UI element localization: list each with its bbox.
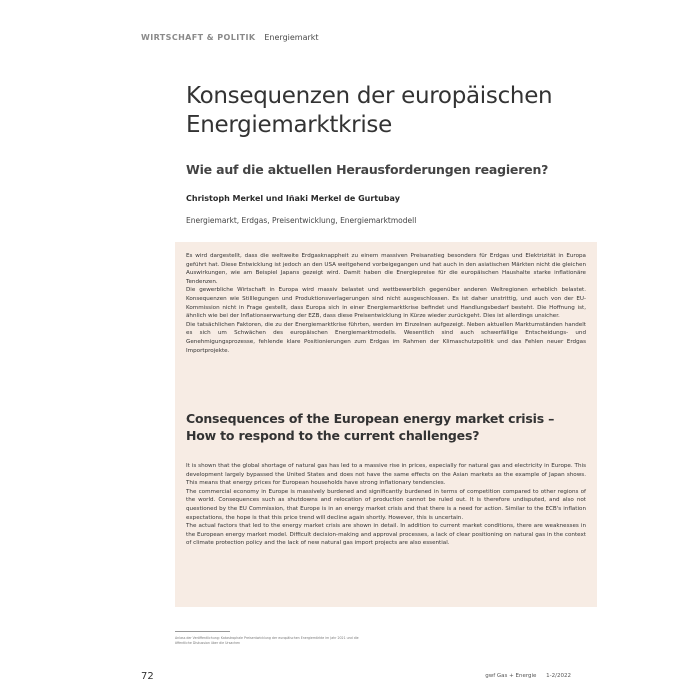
- article-title: [186, 82, 606, 140]
- abstract-english: [186, 462, 586, 548]
- running-header: [141, 33, 319, 42]
- title-line-2: Energiemarktkrise: [186, 112, 392, 138]
- english-title: [186, 410, 586, 444]
- article-authors: Christoph Merkel und Iñaki Merkel de Gurtubay: [186, 194, 400, 203]
- topic-label: Energiemarkt: [264, 33, 319, 42]
- abstract-en-paragraph-2: The commercial economy in Europe is massively burdened and significantly burdened in terms of competition compared to other regions of the world. Consequences such as shutdowns and relocation of production cannot be ruled out. It is therefore undisputed, and also not questioned by the EU Commission, that Europe is in an energy market crisis and that there is a need for action. Similar to the ECB's inflation expectations, the hope is that this price trend will decline again shortly. However, this is uncertain.: [186, 488, 586, 521]
- abstract-de-paragraph-1: Es wird dargestellt, dass die weltweite Erdgasknappheit zu einem massiven Preisanstieg besonders für Erdgas und Elektrizität in Europa geführt hat. Diese Entwicklung ist jedoch an den USA weitgehend vorbeigegangen und hat auch in den asiatischen Märkten nicht die gleichen Auswirkungen, wie am Beispiel Japans gezeigt wird. Damit haben die Energiepreise für die europäischen Haushalte starke inflationäre Tendenzen.: [186, 253, 586, 285]
- journal-issue: 1-2/2022: [546, 673, 571, 679]
- english-title-line-1: Consequences of the European energy market crisis –: [186, 411, 555, 426]
- journal-footer: [485, 673, 571, 679]
- english-title-line-2: How to respond to the current challenges?: [186, 428, 480, 443]
- abstract-en-paragraph-3: The actual factors that led to the energy market crisis are shown in detail. In addition to current market conditions, there are weaknesses in the European energy market model. Difficult decision-making and approval processes, a lack of clear positioning on natural gas in the context of climate protection policy and the lack of new natural gas import projects are also essential.: [186, 523, 586, 547]
- footnote-line-2: öffentliche Diskussion über die Ursachen: [175, 641, 241, 645]
- journal-name: gwf Gas + Energie: [485, 673, 537, 679]
- article-keywords: Energiemarkt, Erdgas, Preisentwicklung, Energiemarktmodell: [186, 216, 417, 225]
- footnote: [175, 636, 395, 646]
- abstract-de-paragraph-3: Die tatsächlichen Faktoren, die zu der Energiemarktkrise führten, werden im Einzelnen aufgezeigt. Neben aktuellen Marktumständen handelt es sich um Schwächen des europäischen Energiemarktmodells. Wesentlich sind auch schwerfällige Entscheidungs- und Genehmigungsprozesse, fehlende klare Positionierungen zum Erdgas im Rahmen der Klimaschutzpolitik und das Fehlen neuer Erdgas Importprojekte.: [186, 321, 586, 354]
- abstract-german: [186, 252, 586, 355]
- abstract-de-paragraph-2: Die gewerbliche Wirtschaft in Europa wird massiv belastet und wettbewerblich gegenüber anderen Weltregionen erheblich belastet. Konsequenzen wie Stilllegungen und Produktionsverlagerungen sind nicht ausgeschlossen. Es ist daher unstrittig, und auch von der EU-Kommission nicht in Frage gestellt, dass Europa sich in einer Energiemarktkrise befindet und Handlungsbedarf besteht. Die Hoffnung ist, ähnlich wie bei der Inflationserwartung der EZB, dass diese Preisentwicklung in Kürze wieder zurückgeht. Dies ist allerdings unsicher.: [186, 287, 586, 320]
- article-subtitle: Wie auf die aktuellen Herausforderungen reagieren?: [186, 162, 549, 177]
- title-line-1: Konsequenzen der europäischen: [186, 83, 553, 109]
- abstract-en-paragraph-1: It is shown that the global shortage of natural gas has led to a massive rise in prices, especially for natural gas and electricity in Europe. This development largely bypassed the United States and does not have the same effects on the Asian markets as the example of Japan shows. This means that energy prices for European households have strong inflationary tendencies.: [186, 463, 586, 487]
- page-number: 72: [141, 671, 154, 682]
- section-label: WIRTSCHAFT & POLITIK: [141, 33, 256, 42]
- footnote-line-1: Anlass der Veröffentlichung: Katastrophale Preisentwicklung der europäischen Energiemärkte im Jahr 2021 und die: [175, 636, 359, 640]
- footnote-divider: [175, 631, 230, 632]
